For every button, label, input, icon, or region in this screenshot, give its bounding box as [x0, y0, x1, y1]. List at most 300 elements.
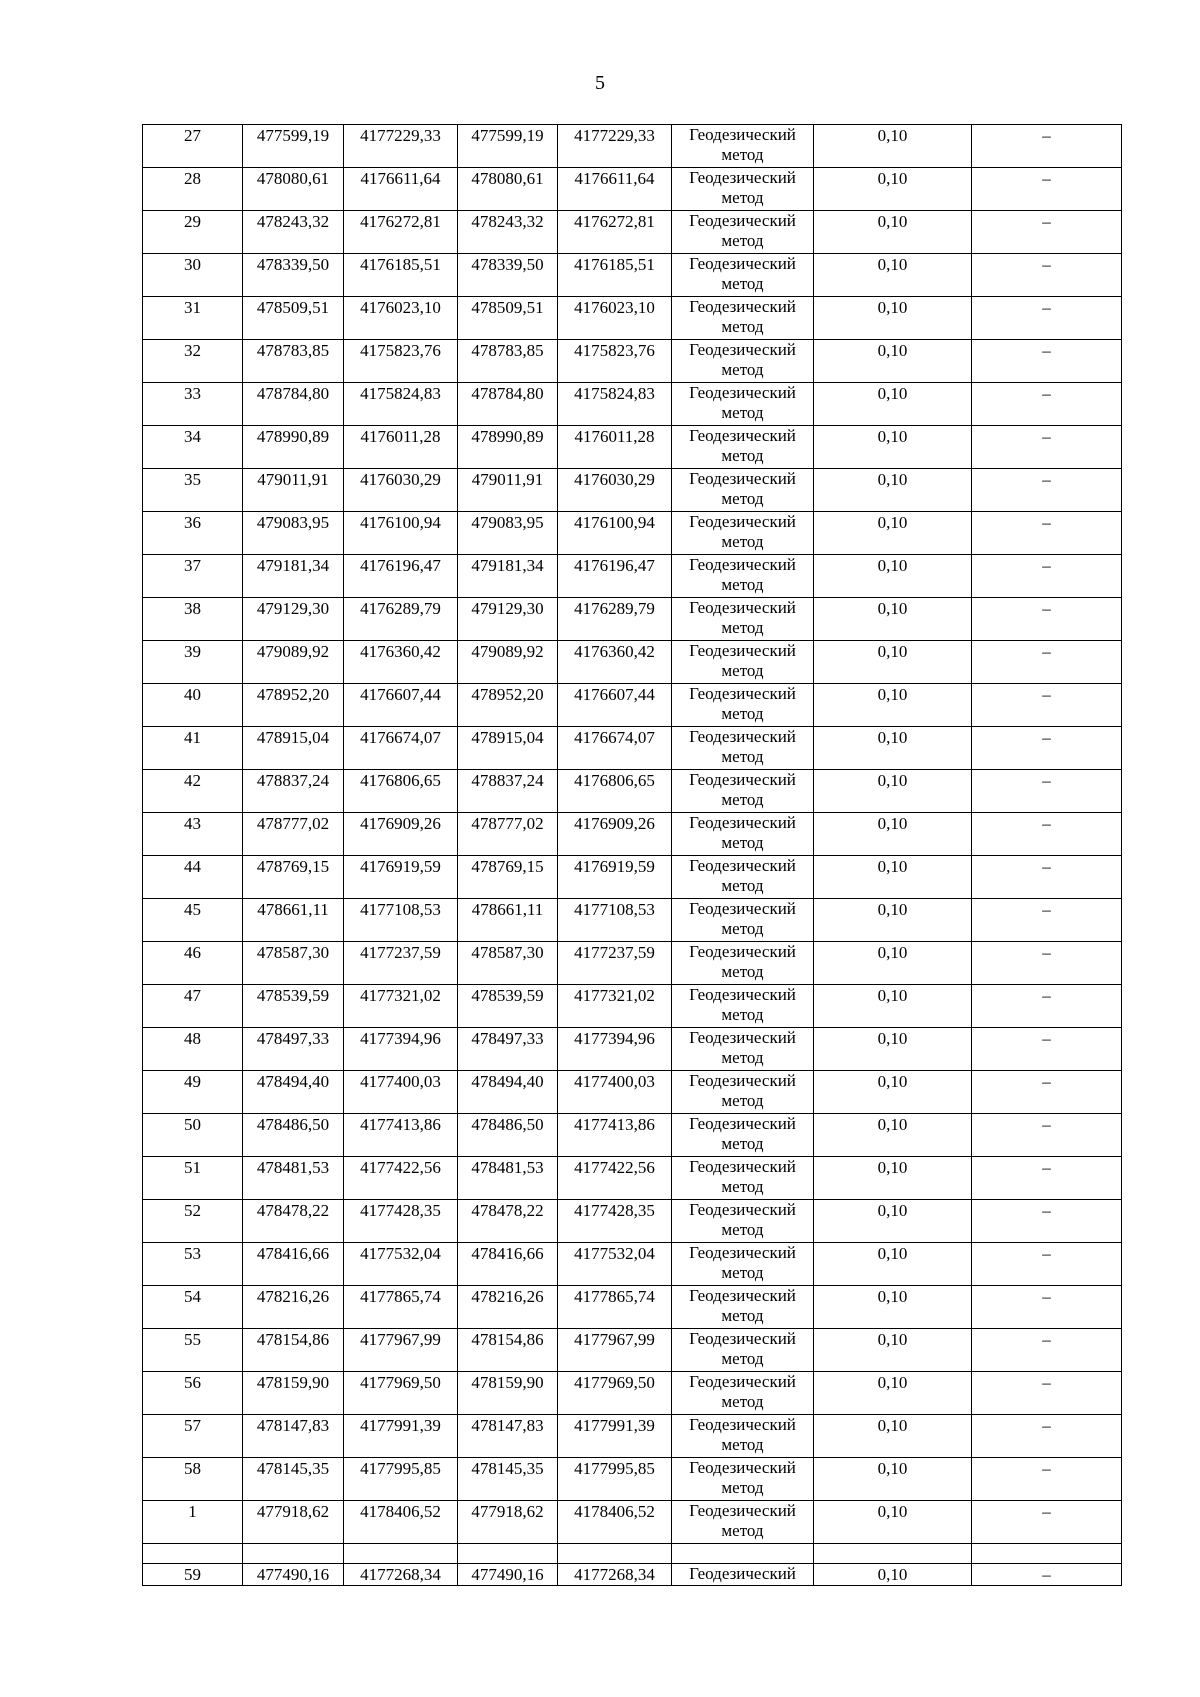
- table-row: [143, 1157, 1122, 1200]
- accuracy-cell: 0,10: [814, 641, 972, 684]
- method-cell: [672, 770, 814, 813]
- accuracy-cell: 0,10: [814, 1564, 972, 1586]
- method-cell: [672, 340, 814, 383]
- y-new-cell: 4176023,10: [558, 297, 672, 340]
- y-old-cell: 4177995,85: [344, 1458, 458, 1501]
- x-old-cell: 478661,11: [243, 899, 344, 942]
- y-new-cell: 4176196,47: [558, 555, 672, 598]
- method-line-2: метод: [721, 1263, 764, 1282]
- x-new-cell: 478080,61: [458, 168, 558, 211]
- x-new-cell: 477599,19: [458, 125, 558, 168]
- point-number-cell: 35: [143, 469, 243, 512]
- method-line-2: метод: [721, 274, 764, 293]
- method-line-1: Геодезический: [689, 985, 796, 1004]
- table-row: [143, 125, 1122, 168]
- point-number-cell: 53: [143, 1243, 243, 1286]
- method-line-1: Геодезический: [689, 512, 796, 531]
- accuracy-cell: 0,10: [814, 942, 972, 985]
- accuracy-cell: 0,10: [814, 1372, 972, 1415]
- x-old-cell: 479089,92: [243, 641, 344, 684]
- y-old-cell: 4176909,26: [344, 813, 458, 856]
- point-number-cell: 41: [143, 727, 243, 770]
- x-new-cell: 479181,34: [458, 555, 558, 598]
- empty-cell: [814, 1544, 972, 1564]
- y-old-cell: 4177532,04: [344, 1243, 458, 1286]
- note-cell: –: [972, 727, 1122, 770]
- x-new-cell: 478478,22: [458, 1200, 558, 1243]
- method-line-2: метод: [721, 489, 764, 508]
- method-cell: [672, 168, 814, 211]
- point-number-cell: 28: [143, 168, 243, 211]
- note-cell: –: [972, 1243, 1122, 1286]
- note-cell: –: [972, 598, 1122, 641]
- accuracy-cell: 0,10: [814, 1243, 972, 1286]
- method-line-2: метод: [721, 618, 764, 637]
- accuracy-cell: 0,10: [814, 1200, 972, 1243]
- x-old-cell: 479129,30: [243, 598, 344, 641]
- x-new-cell: 478243,32: [458, 211, 558, 254]
- y-old-cell: 4177237,59: [344, 942, 458, 985]
- method-cell: [672, 426, 814, 469]
- y-old-cell: 4178406,52: [344, 1501, 458, 1544]
- point-number-cell: 56: [143, 1372, 243, 1415]
- y-old-cell: 4175823,76: [344, 340, 458, 383]
- point-number-cell: 45: [143, 899, 243, 942]
- note-cell: –: [972, 1415, 1122, 1458]
- x-new-cell: 478216,26: [458, 1286, 558, 1329]
- method-line-1: Геодезический: [689, 426, 796, 445]
- accuracy-cell: 0,10: [814, 684, 972, 727]
- accuracy-cell: 0,10: [814, 1458, 972, 1501]
- point-number-cell: 1: [143, 1501, 243, 1544]
- method-cell: [672, 1286, 814, 1329]
- accuracy-cell: 0,10: [814, 1114, 972, 1157]
- accuracy-cell: 0,10: [814, 770, 972, 813]
- method-cell: [672, 211, 814, 254]
- method-line-2: метод: [721, 188, 764, 207]
- method-line-2: метод: [721, 833, 764, 852]
- method-line-1: Геодезический: [689, 297, 796, 316]
- table-row: [143, 1372, 1122, 1415]
- method-line-1: Геодезический: [689, 856, 796, 875]
- table-row: [143, 598, 1122, 641]
- y-new-cell: 4177321,02: [558, 985, 672, 1028]
- x-new-cell: 478915,04: [458, 727, 558, 770]
- y-new-cell: 4177413,86: [558, 1114, 672, 1157]
- x-old-cell: 478481,53: [243, 1157, 344, 1200]
- point-number-cell: 42: [143, 770, 243, 813]
- method-line-1: Геодезический: [689, 727, 796, 746]
- note-cell: –: [972, 1157, 1122, 1200]
- x-old-cell: 478243,32: [243, 211, 344, 254]
- note-cell: –: [972, 1501, 1122, 1544]
- y-old-cell: 4177268,34: [344, 1564, 458, 1586]
- table-row: [143, 727, 1122, 770]
- y-new-cell: 4176806,65: [558, 770, 672, 813]
- x-new-cell: 478509,51: [458, 297, 558, 340]
- method-line-1: Геодезический: [689, 770, 796, 789]
- table-row: [143, 1329, 1122, 1372]
- y-new-cell: 4177532,04: [558, 1243, 672, 1286]
- accuracy-cell: 0,10: [814, 985, 972, 1028]
- point-number-cell: 30: [143, 254, 243, 297]
- method-line-1: Геодезический: [689, 1071, 796, 1090]
- x-new-cell: 479083,95: [458, 512, 558, 555]
- table-row: [143, 1071, 1122, 1114]
- method-line-2: метод: [721, 876, 764, 895]
- accuracy-cell: 0,10: [814, 1028, 972, 1071]
- table-row: [143, 383, 1122, 426]
- method-line-2: метод: [721, 661, 764, 680]
- y-old-cell: 4176611,64: [344, 168, 458, 211]
- point-number-cell: 27: [143, 125, 243, 168]
- method-cell: [672, 1415, 814, 1458]
- note-cell: –: [972, 168, 1122, 211]
- point-number-cell: 58: [143, 1458, 243, 1501]
- method-line-2: метод: [721, 1048, 764, 1067]
- y-new-cell: 4176611,64: [558, 168, 672, 211]
- method-line-2: метод: [721, 1392, 764, 1411]
- table-row: [143, 641, 1122, 684]
- method-line-2: метод: [721, 231, 764, 250]
- y-new-cell: 4177991,39: [558, 1415, 672, 1458]
- table-row: [143, 555, 1122, 598]
- table-row: [143, 1564, 1122, 1586]
- method-line-1: Геодезический: [689, 813, 796, 832]
- x-new-cell: 479089,92: [458, 641, 558, 684]
- y-old-cell: 4176100,94: [344, 512, 458, 555]
- x-new-cell: 478147,83: [458, 1415, 558, 1458]
- accuracy-cell: 0,10: [814, 856, 972, 899]
- accuracy-cell: 0,10: [814, 254, 972, 297]
- table-body: [143, 125, 1122, 1586]
- method-line-2: метод: [721, 360, 764, 379]
- method-line-1: Геодезический: [689, 1243, 796, 1262]
- method-line-2: метод: [721, 1177, 764, 1196]
- method-line-1: Геодезический: [689, 942, 796, 961]
- point-number-cell: 29: [143, 211, 243, 254]
- method-line-1: Геодезический: [689, 1157, 796, 1176]
- point-number-cell: 52: [143, 1200, 243, 1243]
- y-old-cell: 4177428,35: [344, 1200, 458, 1243]
- table-row: [143, 211, 1122, 254]
- x-old-cell: 478494,40: [243, 1071, 344, 1114]
- x-old-cell: 478784,80: [243, 383, 344, 426]
- method-line-2: метод: [721, 317, 764, 336]
- y-new-cell: 4177422,56: [558, 1157, 672, 1200]
- y-new-cell: 4178406,52: [558, 1501, 672, 1544]
- y-old-cell: 4177969,50: [344, 1372, 458, 1415]
- y-new-cell: 4176011,28: [558, 426, 672, 469]
- x-old-cell: 478486,50: [243, 1114, 344, 1157]
- point-number-cell: 39: [143, 641, 243, 684]
- method-line-1: Геодезический: [689, 1286, 796, 1305]
- method-line-1: Геодезический: [689, 598, 796, 617]
- method-line-1: Геодезический: [689, 211, 796, 230]
- y-new-cell: 4176030,29: [558, 469, 672, 512]
- x-new-cell: 478494,40: [458, 1071, 558, 1114]
- x-new-cell: 478990,89: [458, 426, 558, 469]
- method-line-1: Геодезический: [689, 168, 796, 187]
- method-line-1: Геодезический: [689, 1329, 796, 1348]
- y-old-cell: 4177422,56: [344, 1157, 458, 1200]
- x-old-cell: 478769,15: [243, 856, 344, 899]
- y-new-cell: 4176100,94: [558, 512, 672, 555]
- accuracy-cell: 0,10: [814, 340, 972, 383]
- method-line-1: Геодезический: [689, 899, 796, 918]
- accuracy-cell: 0,10: [814, 168, 972, 211]
- y-old-cell: 4176360,42: [344, 641, 458, 684]
- x-old-cell: 478783,85: [243, 340, 344, 383]
- table-row: [143, 856, 1122, 899]
- method-line-2: метод: [721, 1005, 764, 1024]
- point-number-cell: 38: [143, 598, 243, 641]
- method-line-2: метод: [721, 575, 764, 594]
- x-new-cell: 478539,59: [458, 985, 558, 1028]
- accuracy-cell: 0,10: [814, 727, 972, 770]
- y-new-cell: 4176674,07: [558, 727, 672, 770]
- note-cell: –: [972, 1028, 1122, 1071]
- method-line-2: метод: [721, 1134, 764, 1153]
- table-row: [143, 1114, 1122, 1157]
- x-new-cell: 478587,30: [458, 942, 558, 985]
- y-new-cell: 4177268,34: [558, 1564, 672, 1586]
- accuracy-cell: 0,10: [814, 1415, 972, 1458]
- method-cell: [672, 727, 814, 770]
- method-line-1: Геодезический: [689, 383, 796, 402]
- method-line-1: Геодезический: [689, 1458, 796, 1477]
- x-new-cell: 478661,11: [458, 899, 558, 942]
- x-new-cell: 478339,50: [458, 254, 558, 297]
- method-line-1: Геодезический: [689, 1564, 796, 1583]
- accuracy-cell: 0,10: [814, 598, 972, 641]
- table-row: [143, 813, 1122, 856]
- y-new-cell: 4175824,83: [558, 383, 672, 426]
- method-cell: [672, 1564, 814, 1586]
- x-old-cell: 478080,61: [243, 168, 344, 211]
- y-old-cell: 4176023,10: [344, 297, 458, 340]
- y-old-cell: 4176919,59: [344, 856, 458, 899]
- coordinates-table: [142, 124, 1122, 1586]
- point-number-cell: 51: [143, 1157, 243, 1200]
- y-new-cell: 4176919,59: [558, 856, 672, 899]
- y-new-cell: 4177967,99: [558, 1329, 672, 1372]
- method-line-2: метод: [721, 1220, 764, 1239]
- method-line-1: Геодезический: [689, 1415, 796, 1434]
- method-line-2: метод: [721, 704, 764, 723]
- point-number-cell: 34: [143, 426, 243, 469]
- method-cell: [672, 1071, 814, 1114]
- point-number-cell: 57: [143, 1415, 243, 1458]
- y-new-cell: 4177969,50: [558, 1372, 672, 1415]
- y-old-cell: 4177394,96: [344, 1028, 458, 1071]
- point-number-cell: 48: [143, 1028, 243, 1071]
- x-old-cell: 478478,22: [243, 1200, 344, 1243]
- note-cell: –: [972, 1071, 1122, 1114]
- accuracy-cell: 0,10: [814, 1501, 972, 1544]
- y-old-cell: 4176607,44: [344, 684, 458, 727]
- method-line-1: Геодезический: [689, 641, 796, 660]
- x-new-cell: 478769,15: [458, 856, 558, 899]
- accuracy-cell: 0,10: [814, 555, 972, 598]
- accuracy-cell: 0,10: [814, 469, 972, 512]
- y-new-cell: 4177229,33: [558, 125, 672, 168]
- accuracy-cell: 0,10: [814, 899, 972, 942]
- x-old-cell: 477918,62: [243, 1501, 344, 1544]
- table-row: [143, 1458, 1122, 1501]
- note-cell: –: [972, 942, 1122, 985]
- method-line-1: Геодезический: [689, 555, 796, 574]
- method-cell: [672, 1028, 814, 1071]
- x-new-cell: 478497,33: [458, 1028, 558, 1071]
- note-cell: –: [972, 1329, 1122, 1372]
- point-number-cell: 33: [143, 383, 243, 426]
- x-old-cell: 478509,51: [243, 297, 344, 340]
- table-row: [143, 899, 1122, 942]
- method-line-2: метод: [721, 1521, 764, 1540]
- accuracy-cell: 0,10: [814, 426, 972, 469]
- table-row: [143, 985, 1122, 1028]
- note-cell: –: [972, 340, 1122, 383]
- y-old-cell: 4177967,99: [344, 1329, 458, 1372]
- point-number-cell: 43: [143, 813, 243, 856]
- note-cell: –: [972, 1564, 1122, 1586]
- method-cell: [672, 813, 814, 856]
- table-row: [143, 770, 1122, 813]
- x-new-cell: 477490,16: [458, 1564, 558, 1586]
- note-cell: –: [972, 125, 1122, 168]
- table-row: [143, 469, 1122, 512]
- point-number-cell: 50: [143, 1114, 243, 1157]
- y-new-cell: 4176607,44: [558, 684, 672, 727]
- x-new-cell: 478159,90: [458, 1372, 558, 1415]
- table-row: [143, 426, 1122, 469]
- method-line-1: Геодезический: [689, 1200, 796, 1219]
- y-old-cell: 4177865,74: [344, 1286, 458, 1329]
- method-line-1: Геодезический: [689, 254, 796, 273]
- method-line-2: метод: [721, 532, 764, 551]
- x-old-cell: 479011,91: [243, 469, 344, 512]
- table-row: [143, 1028, 1122, 1071]
- x-new-cell: 478777,02: [458, 813, 558, 856]
- point-number-cell: 44: [143, 856, 243, 899]
- y-new-cell: 4175823,76: [558, 340, 672, 383]
- y-new-cell: 4177865,74: [558, 1286, 672, 1329]
- x-new-cell: 478783,85: [458, 340, 558, 383]
- x-new-cell: 478486,50: [458, 1114, 558, 1157]
- y-new-cell: 4176185,51: [558, 254, 672, 297]
- y-old-cell: 4176011,28: [344, 426, 458, 469]
- method-cell: [672, 1157, 814, 1200]
- note-cell: –: [972, 684, 1122, 727]
- accuracy-cell: 0,10: [814, 211, 972, 254]
- y-old-cell: 4177400,03: [344, 1071, 458, 1114]
- method-cell: [672, 942, 814, 985]
- accuracy-cell: 0,10: [814, 383, 972, 426]
- method-line-1: Геодезический: [689, 1114, 796, 1133]
- y-old-cell: 4176185,51: [344, 254, 458, 297]
- y-old-cell: 4176674,07: [344, 727, 458, 770]
- note-cell: –: [972, 555, 1122, 598]
- empty-cell: [558, 1544, 672, 1564]
- accuracy-cell: 0,10: [814, 1286, 972, 1329]
- method-cell: [672, 1458, 814, 1501]
- y-new-cell: 4177394,96: [558, 1028, 672, 1071]
- y-old-cell: 4177321,02: [344, 985, 458, 1028]
- y-new-cell: 4177237,59: [558, 942, 672, 985]
- table-row: [143, 168, 1122, 211]
- table-row: [143, 1415, 1122, 1458]
- empty-cell: [143, 1544, 243, 1564]
- method-line-1: Геодезический: [689, 125, 796, 144]
- x-old-cell: 478154,86: [243, 1329, 344, 1372]
- accuracy-cell: 0,10: [814, 512, 972, 555]
- point-number-cell: 47: [143, 985, 243, 1028]
- accuracy-cell: 0,10: [814, 125, 972, 168]
- method-line-1: Геодезический: [689, 340, 796, 359]
- x-old-cell: 478915,04: [243, 727, 344, 770]
- note-cell: –: [972, 641, 1122, 684]
- point-number-cell: 49: [143, 1071, 243, 1114]
- page-number: 5: [595, 72, 605, 94]
- y-old-cell: 4177991,39: [344, 1415, 458, 1458]
- x-old-cell: 478159,90: [243, 1372, 344, 1415]
- x-new-cell: 478416,66: [458, 1243, 558, 1286]
- x-new-cell: 478481,53: [458, 1157, 558, 1200]
- method-line-2: метод: [721, 1306, 764, 1325]
- method-cell: [672, 1243, 814, 1286]
- y-old-cell: 4177229,33: [344, 125, 458, 168]
- y-old-cell: 4176806,65: [344, 770, 458, 813]
- note-cell: –: [972, 383, 1122, 426]
- method-cell: [672, 684, 814, 727]
- y-old-cell: 4175824,83: [344, 383, 458, 426]
- x-old-cell: 478990,89: [243, 426, 344, 469]
- table-row: [143, 254, 1122, 297]
- method-cell: [672, 598, 814, 641]
- note-cell: –: [972, 1200, 1122, 1243]
- method-line-1: Геодезический: [689, 684, 796, 703]
- accuracy-cell: 0,10: [814, 1071, 972, 1114]
- x-old-cell: 477490,16: [243, 1564, 344, 1586]
- method-cell: [672, 1114, 814, 1157]
- point-number-cell: 37: [143, 555, 243, 598]
- x-new-cell: 478154,86: [458, 1329, 558, 1372]
- empty-cell: [672, 1544, 814, 1564]
- table-row: [143, 684, 1122, 727]
- accuracy-cell: 0,10: [814, 813, 972, 856]
- y-new-cell: 4176272,81: [558, 211, 672, 254]
- method-cell: [672, 1372, 814, 1415]
- x-old-cell: 478952,20: [243, 684, 344, 727]
- method-cell: [672, 383, 814, 426]
- y-old-cell: 4177108,53: [344, 899, 458, 942]
- note-cell: –: [972, 1114, 1122, 1157]
- x-old-cell: 478145,35: [243, 1458, 344, 1501]
- note-cell: –: [972, 1458, 1122, 1501]
- y-new-cell: 4176909,26: [558, 813, 672, 856]
- method-cell: [672, 985, 814, 1028]
- method-cell: [672, 641, 814, 684]
- x-old-cell: 479181,34: [243, 555, 344, 598]
- point-number-cell: 55: [143, 1329, 243, 1372]
- note-cell: –: [972, 856, 1122, 899]
- x-new-cell: 479011,91: [458, 469, 558, 512]
- x-old-cell: 478416,66: [243, 1243, 344, 1286]
- x-old-cell: 478587,30: [243, 942, 344, 985]
- empty-cell: [243, 1544, 344, 1564]
- y-old-cell: 4176289,79: [344, 598, 458, 641]
